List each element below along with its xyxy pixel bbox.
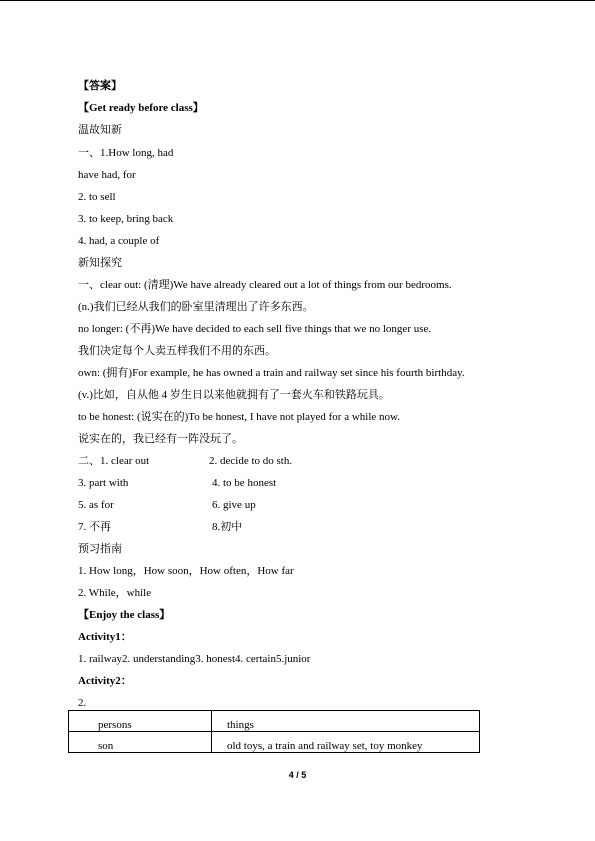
- page-top-rule: [0, 0, 595, 1]
- explore-line: (n.)我们已经从我们的卧室里清理出了许多东西。: [78, 301, 314, 313]
- explore-line: to be honest: (说实在的)To be honest, I have not played for a while now.: [78, 411, 401, 423]
- answer-header: 【答案】: [78, 80, 122, 92]
- review-title: 温故知新: [78, 124, 122, 136]
- explore-line: 我们决定每个人卖五样我们不用的东西。: [78, 345, 276, 357]
- explore-title: 新知探究: [78, 257, 122, 269]
- section-header-enjoy: 【Enjoy the class】: [78, 609, 171, 621]
- phrase-item: 二、1. clear out: [78, 455, 150, 467]
- table-header-cell: things: [212, 711, 480, 732]
- guide-line: 1. How long，How soon，How often，How far: [78, 565, 294, 577]
- activity2-number: 2.: [78, 697, 87, 709]
- phrase-item: 7. 不再: [78, 521, 111, 533]
- review-line: 3. to keep, bring back: [78, 213, 174, 225]
- page-number: 4 / 5: [288, 770, 307, 780]
- phrase-item: 4. to be honest: [212, 477, 277, 489]
- review-line: 一、1.How long, had: [78, 147, 174, 159]
- review-line: 2. to sell: [78, 191, 116, 203]
- guide-line: 2. While，while: [78, 587, 152, 599]
- review-line: 4. had, a couple of: [78, 235, 160, 247]
- phrase-item: 5. as for: [78, 499, 114, 511]
- explore-line: 说实在的，我已经有一阵没玩了。: [78, 433, 243, 445]
- review-line: have had, for: [78, 169, 136, 181]
- table-row: [69, 732, 480, 753]
- section-header-get-ready: 【Get ready before class】: [78, 102, 204, 114]
- persons-things-table: [68, 710, 480, 753]
- phrase-item: 3. part with: [78, 477, 129, 489]
- phrase-item: 2. decide to do sth.: [209, 455, 293, 467]
- explore-line: own: (拥有)For example, he has owned a train and railway set since his fourth birthday.: [78, 367, 465, 379]
- explore-line: no longer: (不再)We have decided to each sell five things that we no longer use.: [78, 323, 432, 335]
- activity1-title: Activity1：: [78, 631, 132, 643]
- table-header-cell: persons: [69, 711, 212, 732]
- activity2-title: Activity2：: [78, 675, 132, 687]
- explore-line: 一、clear out: (清理)We have already cleared out a lot of things from our bedrooms.: [78, 279, 452, 291]
- table-cell: son: [69, 732, 212, 753]
- activity1-answer: 1. railway2. understanding3. honest4. certain5.junior: [78, 653, 311, 665]
- table-cell: old toys, a train and railway set, toy monkey: [212, 732, 480, 753]
- phrase-item: 6. give up: [212, 499, 256, 511]
- phrase-item: 8.初中: [212, 521, 243, 533]
- table-header-row: [69, 711, 480, 732]
- guide-title: 预习指南: [78, 543, 122, 555]
- explore-line: (v.)比如，自从他 4 岁生日以来他就拥有了一套火车和铁路玩具。: [78, 389, 390, 401]
